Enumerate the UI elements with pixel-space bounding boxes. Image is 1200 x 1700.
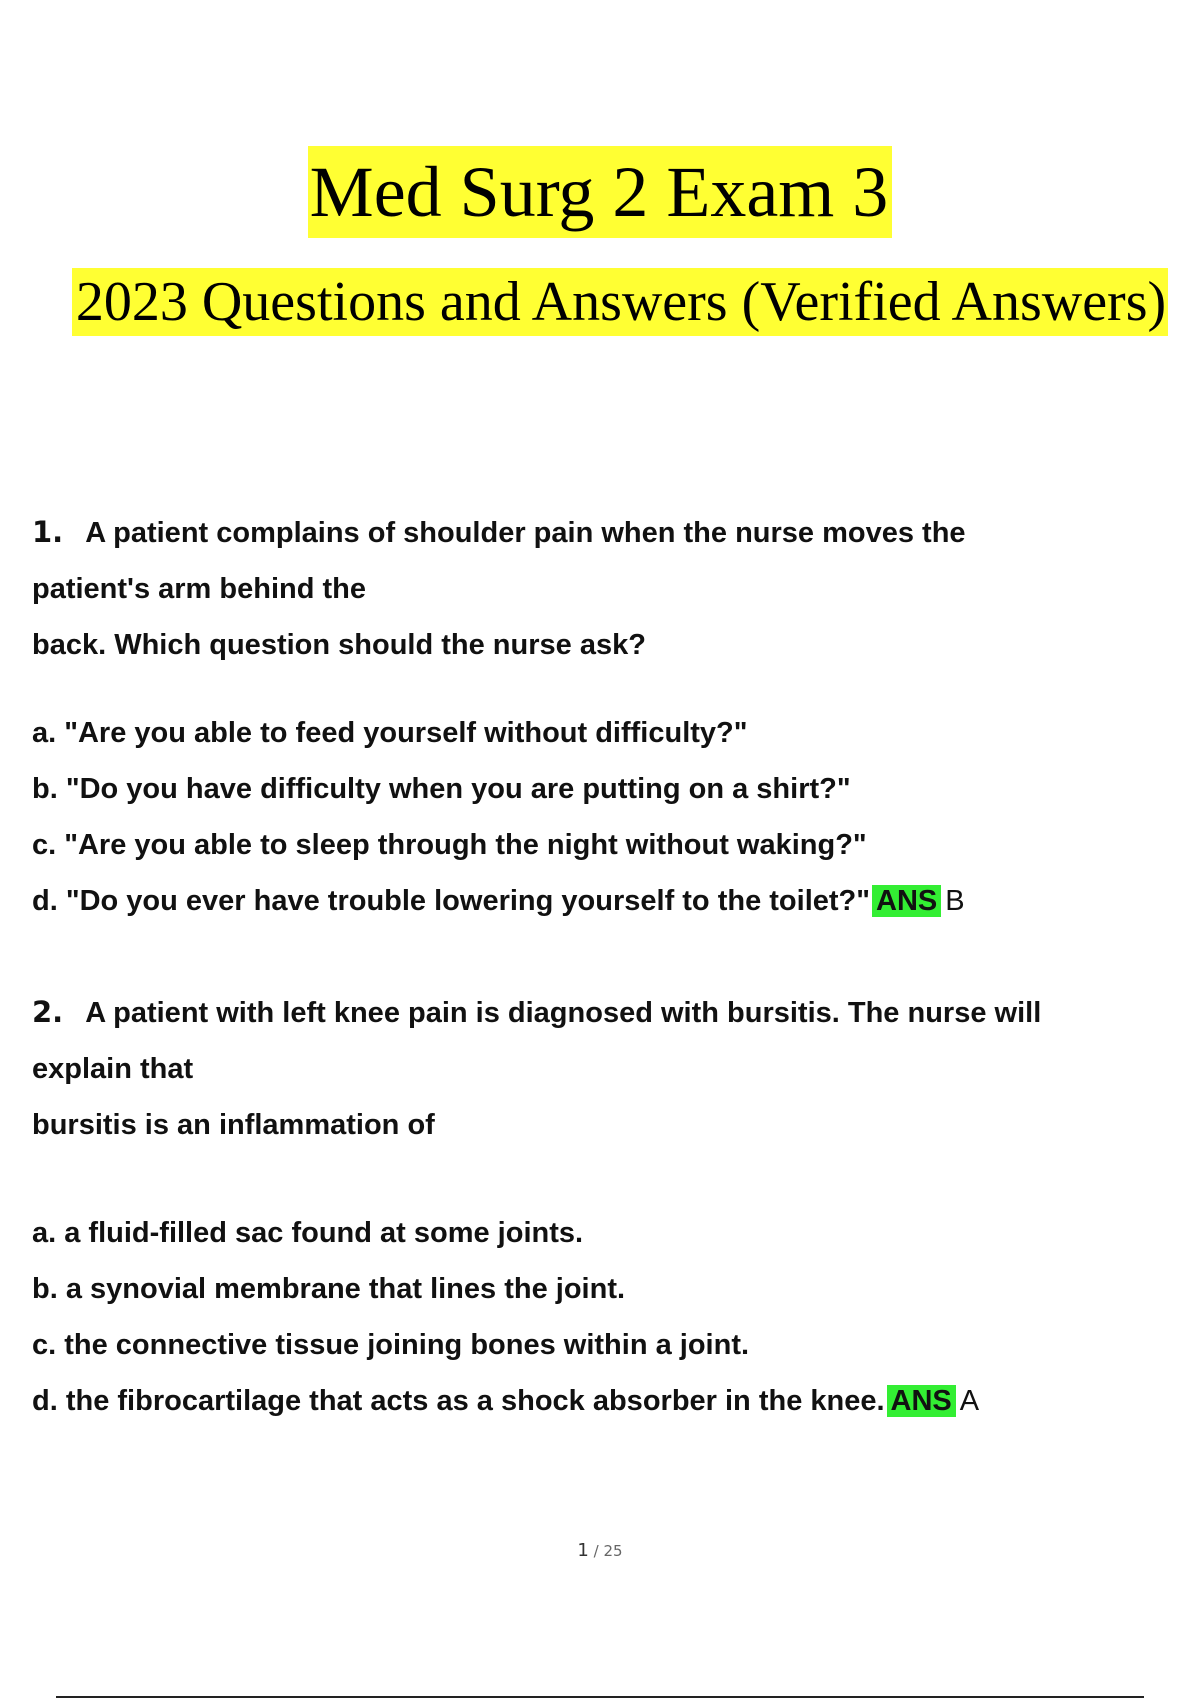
question-number: 2. (32, 995, 64, 1029)
option-b: b. "Do you have difficulty when you are putting on a shirt?" (32, 773, 851, 805)
question-number: 1. (32, 515, 64, 549)
question-text-line: A patient with left knee pain is diagnosed with bursitis. The nurse will (85, 997, 1042, 1029)
answer-options (32, 1205, 1152, 1429)
document-title: Med Surg 2 Exam 3 (308, 146, 893, 238)
question-text-line: back. Which question should the nurse ask? (32, 629, 646, 661)
answer-label: ANS (872, 885, 941, 917)
question-stem (32, 504, 1152, 561)
page-total: / 25 (588, 1542, 623, 1560)
option-b: b. a synovial membrane that lines the joint. (32, 1273, 626, 1305)
page-number (0, 1540, 1200, 1561)
option-a: a. a fluid-filled sac found at some joints. (32, 1217, 584, 1249)
page-current: 1 (577, 1540, 589, 1561)
option-d-with-answer (32, 873, 1152, 929)
document-subtitle-block (60, 268, 1180, 336)
question-text-line: bursitis is an inflammation of (32, 1109, 435, 1141)
question-2 (32, 984, 1152, 1429)
option-c: c. "Are you able to sleep through the night without waking?" (32, 829, 867, 861)
option-c: c. the connective tissue joining bones within a joint. (32, 1329, 750, 1361)
document-subtitle: 2023 Questions and Answers (Verified Answers) (72, 268, 1168, 336)
option-d: d. the fibrocartilage that acts as a shock absorber in the knee. (32, 1385, 885, 1417)
answer-label: ANS (887, 1385, 956, 1417)
page-bottom-divider (56, 1696, 1144, 1698)
document-title-block (0, 146, 1200, 238)
option-d: d. "Do you ever have trouble lowering yourself to the toilet?" (32, 885, 870, 917)
option-d-with-answer (32, 1373, 1152, 1429)
question-text-line: patient's arm behind the (32, 573, 366, 605)
question-stem (32, 984, 1152, 1041)
option-a: a. "Are you able to feed yourself without difficulty?" (32, 717, 748, 749)
question-text-line: explain that (32, 1053, 194, 1085)
answer-value: B (945, 885, 965, 917)
question-text-line: A patient complains of shoulder pain when the nurse moves the (85, 517, 966, 549)
answer-value: A (959, 1385, 980, 1417)
answer-options (32, 705, 1152, 929)
question-1 (32, 504, 1152, 929)
